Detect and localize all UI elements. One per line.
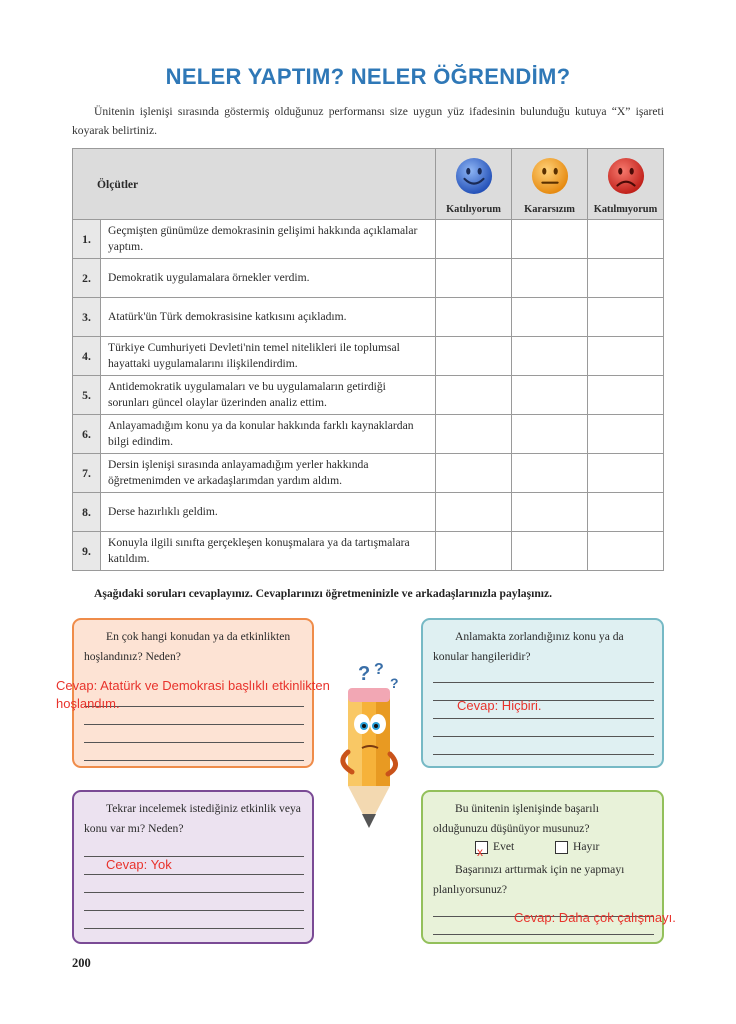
agree-checkbox-cell[interactable] <box>436 415 512 454</box>
answer-q1-line1: Cevap: Atatürk ve Demokrasi başlıklı etkinlikten <box>56 678 330 693</box>
disagree-checkbox-cell[interactable] <box>588 337 664 376</box>
happy-face-icon <box>455 157 493 195</box>
undecided-checkbox-cell[interactable] <box>512 220 588 259</box>
table-header-row <box>73 149 664 220</box>
disagree-label: Katılmıyorum <box>593 204 658 215</box>
row-criterion: Dersin işlenişi sırasında anlayamadığım yerler hakkında öğretmenimden ve arkadaşlarımdan yardım aldım. <box>101 454 436 493</box>
agree-column-header <box>436 149 512 220</box>
question-text: Tekrar incelemek istediğiniz etkinlik veya konu var mı? Neden? <box>84 802 301 835</box>
table-row <box>73 532 664 571</box>
answer-q2: Cevap: Hiçbiri. <box>457 698 542 713</box>
answer-line <box>84 892 304 893</box>
yes-check-mark: x <box>477 845 483 859</box>
answer-q4: Cevap: Daha çok çalışmayı. <box>514 910 676 925</box>
undecided-checkbox-cell[interactable] <box>512 532 588 571</box>
answer-line <box>84 910 304 911</box>
row-number: 2. <box>73 259 101 298</box>
row-number: 6. <box>73 415 101 454</box>
agree-checkbox-cell[interactable] <box>436 220 512 259</box>
table-row <box>73 220 664 259</box>
answer-line <box>433 754 654 755</box>
row-criterion: Atatürk'ün Türk demokrasisine katkısını açıkladım. <box>101 298 436 337</box>
undecided-checkbox-cell[interactable] <box>512 337 588 376</box>
disagree-column-header <box>588 149 664 220</box>
page-title: NELER YAPTIM? NELER ÖĞRENDİM? <box>165 64 571 89</box>
question-text: Bu ünitenin işlenişinde başarılı olduğunuzu düşünüyor musunuz? <box>433 802 599 835</box>
disagree-checkbox-cell[interactable] <box>588 454 664 493</box>
answer-line <box>433 736 654 737</box>
row-criterion: Derse hazırlıklı geldim. <box>101 493 436 532</box>
row-criterion: Demokratik uygulamalara örnekler verdim. <box>101 259 436 298</box>
question-box-difficult-topics <box>421 618 664 768</box>
table-row <box>73 259 664 298</box>
answer-line <box>433 682 654 683</box>
sad-face-icon <box>607 157 645 195</box>
row-number: 1. <box>73 220 101 259</box>
row-number: 5. <box>73 376 101 415</box>
table-row <box>73 415 664 454</box>
table-row <box>73 337 664 376</box>
agree-label: Katılıyorum <box>446 204 501 215</box>
row-criterion: Antidemokratik uygulamaları ve bu uygulamaların getirdiği sorunları güncel olaylar üzerinden analiz ettim. <box>101 376 436 415</box>
row-criterion: Türkiye Cumhuriyeti Devleti'nin temel nitelikleri ile toplumsal hayattaki uygulamalarını ilişkilendirdim. <box>101 337 436 376</box>
table-row <box>73 298 664 337</box>
questions-instruction: Aşağıdaki soruları cevaplayınız. Cevaplarınızı öğretmeninizle ve arkadaşlarınızla paylaşınız. <box>94 587 553 600</box>
row-number: 8. <box>73 493 101 532</box>
yes-label: Evet <box>493 840 515 853</box>
answer-line <box>84 874 304 875</box>
no-checkbox[interactable] <box>555 841 568 854</box>
row-number: 3. <box>73 298 101 337</box>
svg-text:?: ? <box>374 662 384 678</box>
answer-line <box>433 718 654 719</box>
row-criterion: Konuyla ilgili sınıfta gerçekleşen konuşmalara ya da tartışmalara katıldım. <box>101 532 436 571</box>
answer-line <box>84 724 304 725</box>
disagree-checkbox-cell[interactable] <box>588 298 664 337</box>
undecided-checkbox-cell[interactable] <box>512 415 588 454</box>
row-number: 9. <box>73 532 101 571</box>
answer-line <box>84 928 304 929</box>
disagree-checkbox-cell[interactable] <box>588 220 664 259</box>
question-text: En çok hangi konudan ya da etkinlikten hoşlandınız? Neden? <box>84 630 291 663</box>
intro-text: Ünitenin işlenişi sırasında göstermiş olduğunuz performansı size uygun yüz ifadesinin bulunduğu kutuya “X” işareti koyarak belirtiniz. <box>72 105 664 137</box>
table-row <box>73 376 664 415</box>
table-row <box>73 493 664 532</box>
table-row <box>73 454 664 493</box>
disagree-checkbox-cell[interactable] <box>588 532 664 571</box>
agree-checkbox-cell[interactable] <box>436 298 512 337</box>
criteria-header: Ölçütler <box>73 149 436 220</box>
agree-checkbox-cell[interactable] <box>436 337 512 376</box>
agree-checkbox-cell[interactable] <box>436 454 512 493</box>
agree-checkbox-cell[interactable] <box>436 532 512 571</box>
undecided-checkbox-cell[interactable] <box>512 298 588 337</box>
undecided-checkbox-cell[interactable] <box>512 376 588 415</box>
question-text: Anlamakta zorlandığınız konu ya da konular hangileridir? <box>433 630 624 663</box>
row-number: 7. <box>73 454 101 493</box>
undecided-checkbox-cell[interactable] <box>512 454 588 493</box>
agree-checkbox-cell[interactable] <box>436 493 512 532</box>
answer-q1-line2: hoşlandım. <box>56 696 120 711</box>
followup-question: Başarınızı arttırmak için ne yapmayı planlıyorsunuz? <box>433 863 625 896</box>
undecided-checkbox-cell[interactable] <box>512 259 588 298</box>
answer-line <box>433 934 654 935</box>
agree-checkbox-cell[interactable] <box>436 259 512 298</box>
undecided-label: Kararsızım <box>524 204 575 215</box>
thinking-pencil-mascot-icon <box>318 662 418 840</box>
answer-line <box>84 760 304 761</box>
row-criterion: Anlayamadığım konu ya da konular hakkında farklı kaynaklardan bilgi edindim. <box>101 415 436 454</box>
answer-line <box>84 742 304 743</box>
undecided-checkbox-cell[interactable] <box>512 493 588 532</box>
page-number: 200 <box>72 956 91 970</box>
disagree-checkbox-cell[interactable] <box>588 415 664 454</box>
row-criterion: Geçmişten günümüze demokrasinin gelişimi hakkında açıklamalar yaptım. <box>101 220 436 259</box>
agree-checkbox-cell[interactable] <box>436 376 512 415</box>
svg-text:?: ? <box>358 663 371 685</box>
criteria-table <box>72 148 664 571</box>
disagree-checkbox-cell[interactable] <box>588 259 664 298</box>
disagree-checkbox-cell[interactable] <box>588 493 664 532</box>
neutral-face-icon <box>531 157 569 195</box>
undecided-column-header <box>512 149 588 220</box>
disagree-checkbox-cell[interactable] <box>588 376 664 415</box>
row-number: 4. <box>73 337 101 376</box>
svg-text:?: ? <box>390 675 399 691</box>
no-label: Hayır <box>573 840 600 853</box>
answer-q3: Cevap: Yok <box>106 857 172 872</box>
